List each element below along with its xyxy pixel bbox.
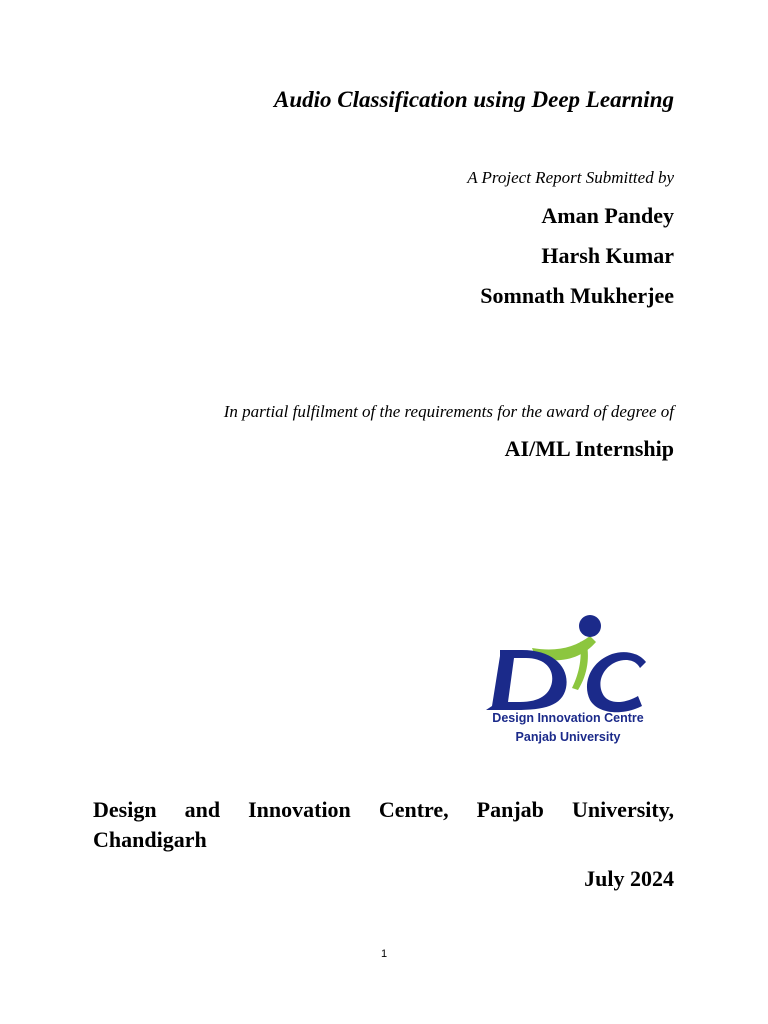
logo-head bbox=[579, 615, 601, 637]
author-name: Somnath Mukherjee bbox=[480, 283, 674, 308]
institution-name: Design and Innovation Centre, Panjab University, Chandigarh bbox=[93, 797, 674, 852]
dic-logo bbox=[478, 612, 658, 748]
logo-text-line1: Design Innovation Centre bbox=[492, 711, 644, 725]
degree-name: AI/ML Internship bbox=[504, 436, 674, 461]
author-name: Aman Pandey bbox=[541, 203, 674, 228]
report-date: July 2024 bbox=[584, 866, 674, 891]
fulfilment-statement: In partial fulfilment of the requirements for the award of degree of bbox=[223, 402, 674, 421]
report-title: Audio Classification using Deep Learning bbox=[273, 87, 674, 112]
author-name: Harsh Kumar bbox=[541, 243, 674, 268]
submitted-by-label: A Project Report Submitted by bbox=[467, 168, 674, 187]
logo-letter-c bbox=[587, 652, 646, 712]
page-number: 1 bbox=[380, 948, 388, 960]
logo-text-line2: Panjab University bbox=[515, 730, 621, 744]
